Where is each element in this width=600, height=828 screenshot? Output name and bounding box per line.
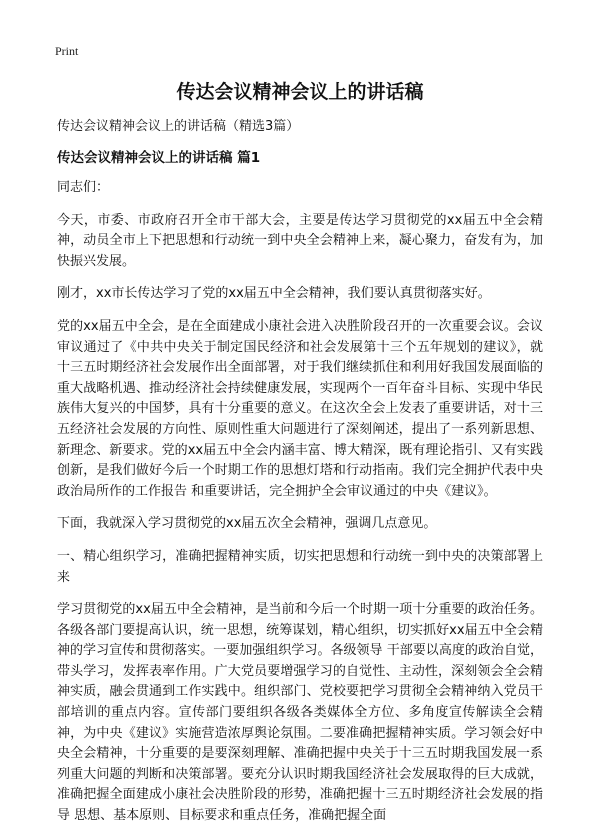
paragraph-greeting: 同志们： xyxy=(57,180,110,195)
paragraph: 今天，市委、市政府召开全市干部大会，主要是传达学习贯彻党的xx届五中全会精神，动员全市上下把思想和行动统一到中央全会精神上来，凝心聚力，奋发有为，加快振兴发展。 xyxy=(57,212,543,269)
document-title: 传达会议精神会议上的讲话稿 xyxy=(176,81,424,103)
print-label: Print xyxy=(55,44,79,58)
paragraph-heading: 一、精心组织学习，准确把握精神实质，切实把思想和行动统一到中央的决策部署上来 xyxy=(57,548,543,585)
paragraph: 刚才，xx市长传达学习了党的xx届五中全会精神，我们要认真贯彻落实好。 xyxy=(57,286,491,302)
document-subtitle: 传达会议精神会议上的讲话稿（精选3篇） xyxy=(57,119,300,134)
paragraph: 学习贯彻党的xx届五中全会精神，是当前和今后一个时期一项十分重要的政治任务。各级各部门要提高认识，统一思想，统筹谋划，精心组织，切实抓好xx届五中全会精神的学习宣传和贯彻落实。一要加强组织学习。各级领导 干部要以高度的政治自觉，带头学习，发挥表率作用。广大党员要增强学习的自觉性、主动性，深刻领会全会精神实质，融会贯通到工作实践中。组织部门、党校要把学习贯彻全会精神纳入党员干部培训的重点内容。宣传部门要组织各级各类媒体全方位、多角度宣传解读全会精神，为中央《建议》实施营造浓厚舆论氛围。二要准确把握精神实质。学习领会好中央全会精神，十分重要的是要深刻理解、准确把握中央关于十三五时期我国发展一系列重大问题的判断和决策部署。要充分认识时期我国经济社会发展取得的巨大成就，准确把握全面建成小康社会决胜阶段的形势，准确把握十三五时期经济社会发展的指导 思想、基本原则、目标要求和重点任务，准确把握全面 xyxy=(57,602,543,824)
section-heading: 传达会议精神会议上的讲话稿 篇1 xyxy=(57,150,261,166)
paragraph: 下面，我就深入学习贯彻党的xx届五次全会精神，强调几点意见。 xyxy=(57,516,437,532)
paragraph: 党的xx届五中全会，是在全面建成小康社会进入决胜阶段召开的一次重要会议。会议审议通过了《中共中央关于制定国民经济和社会发展第十三个五年规划的建议》，就十三五时期经济社会发展作出全面部署，对于我们继续抓住和利用好我国发展面临的重大战略机遇、推动经济社会持续健康发展，实现两个一百年奋斗目标、实现中华民族伟大复兴的中国梦，具有十分重要的意义。在这次全会上发表了重要讲话，对十三五经济社会发展的方向性、原则性重大问题进行了深刻阐述，提出了一系列新思想、新理念、新要求。党的xx届五中全会内涵丰富、博大精深，既有理论指引、又有实践创新，是我们做好今后一个时期工作的思想灯塔和行动指南。我们完全拥护代表中央政治局所作的工作报告 和重要讲话，完全拥护全会审议通过的中央《建议》。 xyxy=(57,318,543,499)
